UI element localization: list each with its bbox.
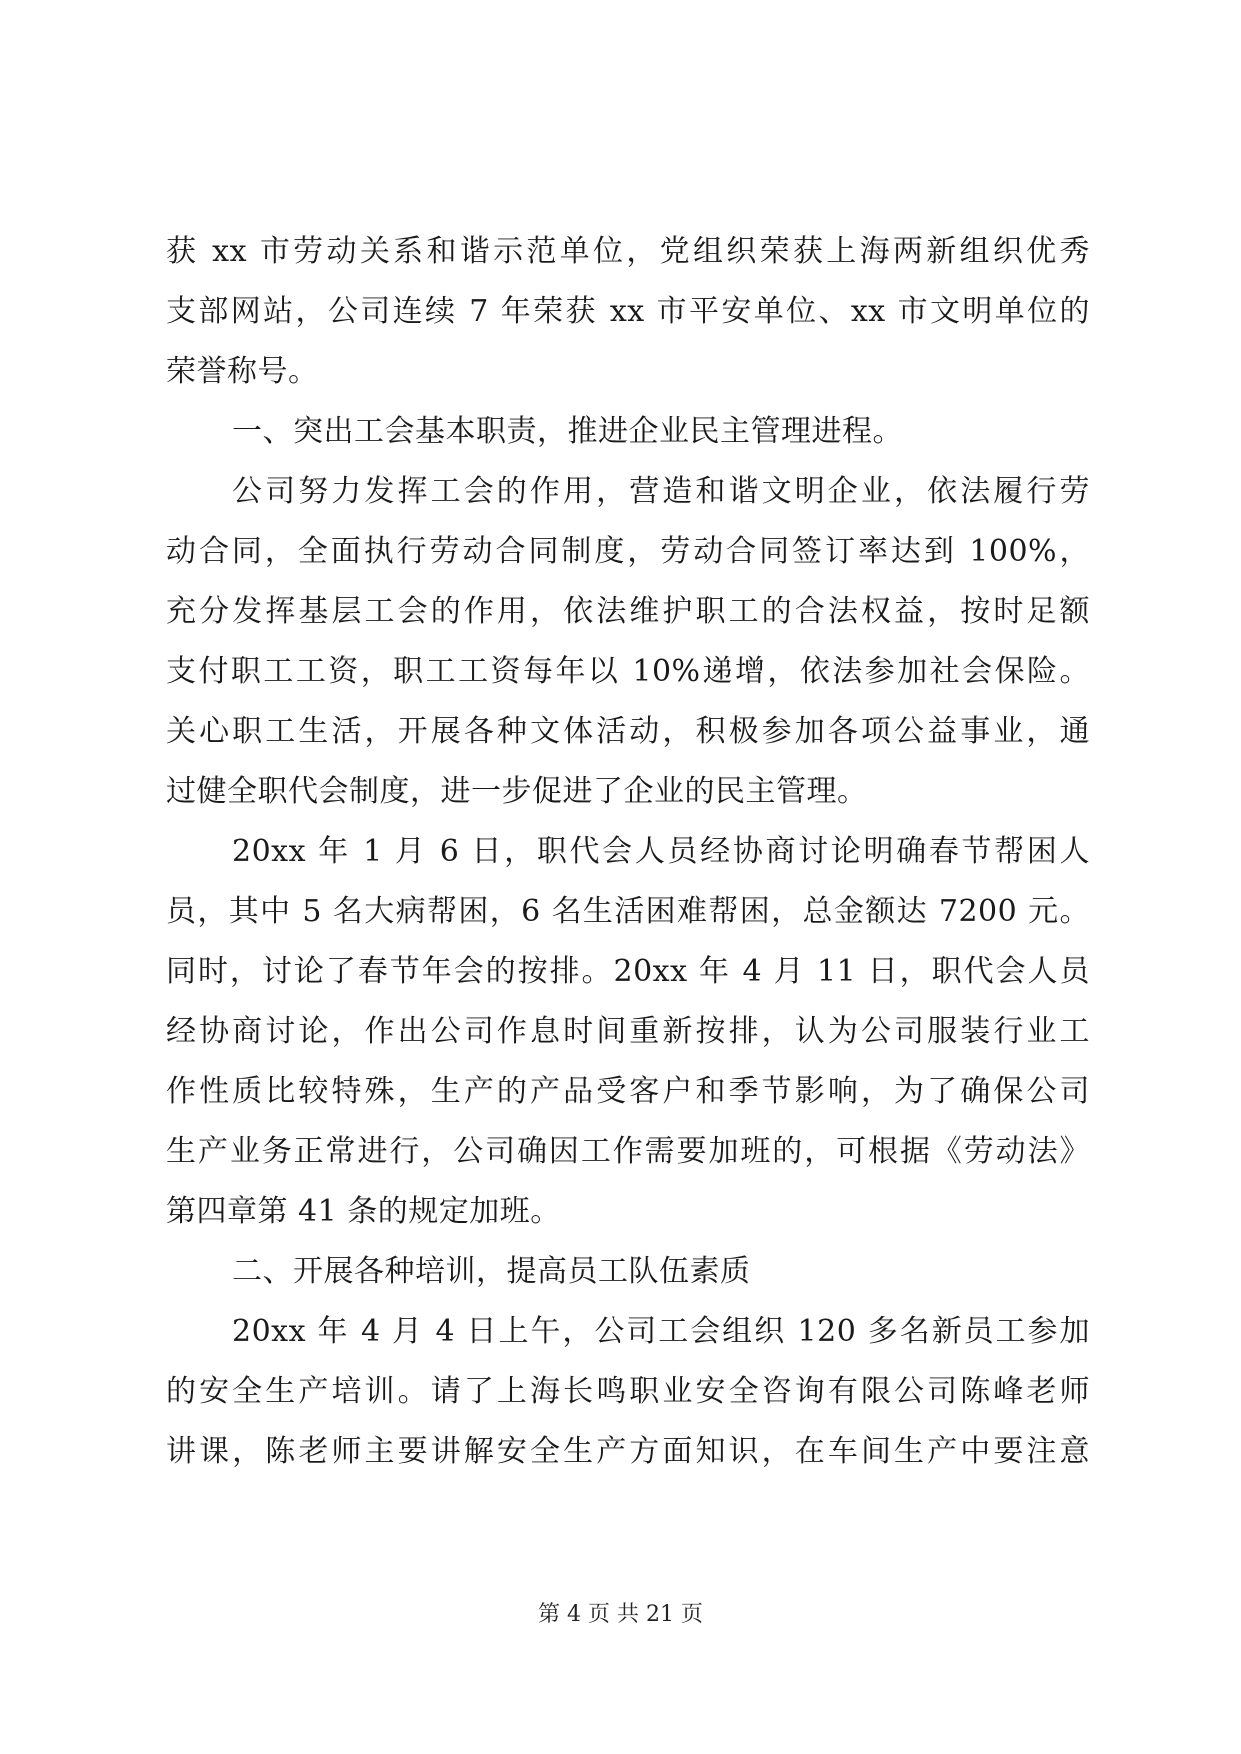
body-line: 获 xx 市劳动关系和谐示范单位，党组织荣获上海两新组织优秀 [166,234,1090,269]
paragraph-first-line: 公司努力发挥工会的作用，营造和谐文明企业，依法履行劳 [232,474,1090,509]
body-line: 作性质比较特殊，生产的产品受客户和季节影响，为了确保公司 [166,1074,1090,1109]
body-line: 经协商讨论，作出公司作息时间重新按排，认为公司服装行业工 [166,1014,1090,1049]
body-line: 充分发挥基层工会的作用，依法维护职工的合法权益，按时足额 [166,594,1090,629]
body-line: 生产业务正常进行，公司确因工作需要加班的，可根据《劳动法》 [166,1134,1090,1169]
body-line: 员，其中 5 名大病帮困，6 名生活困难帮困，总金额达 7200 元。 [166,894,1090,929]
body-line: 同时，讨论了春节年会的按排。20xx 年 4 月 11 日，职代会人员 [166,954,1090,989]
body-line: 荣誉称号。 [166,354,319,389]
paragraph-first-line: 20xx 年 4 月 4 日上午，公司工会组织 120 多名新员工参加 [232,1314,1090,1349]
body-line: 动合同，全面执行劳动合同制度，劳动合同签订率达到 100%， [166,534,1090,569]
section-heading: 二、开展各种培训，提高员工队伍素质 [232,1254,751,1289]
body-line: 关心职工生活，开展各种文体活动，积极参加各项公益事业，通 [166,714,1090,749]
body-line: 讲课，陈老师主要讲解安全生产方面知识，在车间生产中要注意 [166,1434,1090,1469]
body-line: 的安全生产培训。请了上海长鸣职业安全咨询有限公司陈峰老师 [166,1374,1090,1409]
document-body [166,222,1090,1482]
paragraph-first-line: 20xx 年 1 月 6 日，职代会人员经协商讨论明确春节帮困人 [232,834,1090,869]
body-line: 支付职工工资，职工工资每年以 10%递增，依法参加社会保险。 [166,654,1090,689]
page-number-footer: 第 4 页 共 21 页 [538,1602,703,1627]
body-line: 第四章第 41 条的规定加班。 [166,1194,561,1229]
body-line: 支部网站，公司连续 7 年荣获 xx 市平安单位、xx 市文明单位的 [166,294,1090,329]
section-heading: 一、突出工会基本职责，推进企业民主管理进程。 [232,414,903,449]
body-line: 过健全职代会制度，进一步促进了企业的民主管理。 [166,774,868,809]
